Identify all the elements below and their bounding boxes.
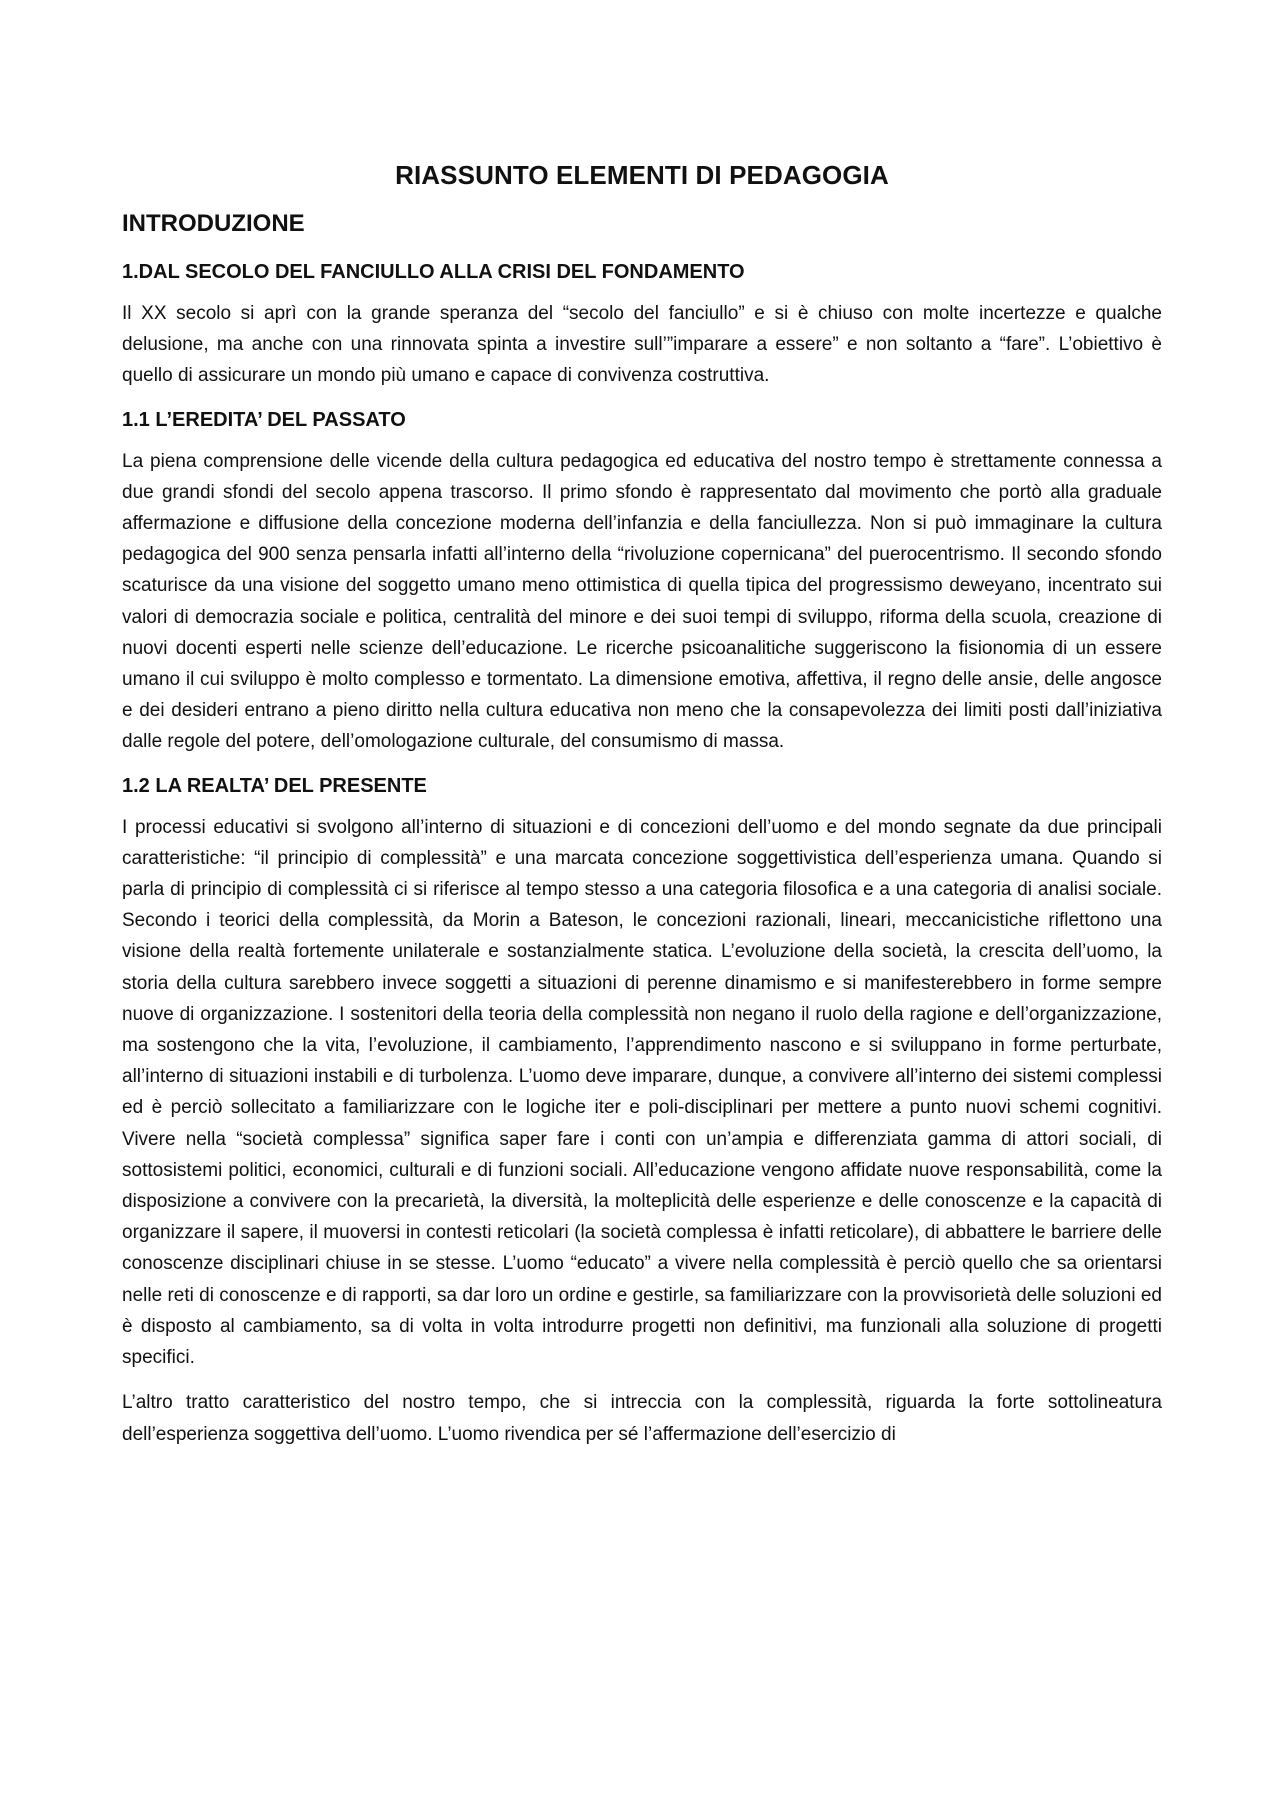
paragraph: I processi educativi si svolgono all’interno di situazioni e di concezioni dell’uomo e del mondo segnate da due principali caratteristiche: “il principio di complessità” e una marcata concezione soggettivistica dell’esperienza umana. Quando si parla di principio di complessità ci si riferisce al tempo stesso a una categoria filosofica e a una categoria di analisi sociale. Secondo i teorici della complessità, da Morin a Bateson, le concezioni razionali, lineari, meccanicistiche riflettono una visione della realtà fortemente unilaterale e sostanzialmente statica. L’evoluzione della società, la crescita dell’uomo, la storia della cultura sarebbero invece soggetti a situazioni di perenne dinamismo e si manifesterebbero in forme sempre nuove di organizzazione. I sostenitori della teoria della complessità non negano il ruolo della ragione e dell’organizzazione, ma sostengono che la vita, l’evoluzione, il cambiamento, l’apprendimento nascono e si sviluppano in forme perturbate, all’interno di situazioni instabili e di turbolenza. L’uomo deve imparare, dunque, a convivere all’interno dei sistemi complessi ed è perciò sollecitato a familiarizzare con le logiche iter e poli-disciplinari per mettere a punto nuovi schemi cognitivi. Vivere nella “società complessa” significa saper fare i conti con un’ampia e differenziata gamma di attori sociali, di sottosistemi politici, economici, culturali e di funzioni sociali. All’educazione vengono affidate nuove responsabilità, come la disposizione a convivere con la precarietà, la diversità, la molteplicità delle esperienze e delle conoscenze e la capacità di organizzare il sapere, il muoversi in contesti reticolari (la società complessa è infatti reticolare), di abbattere le barriere delle conoscenze disciplinari chiuse in se stesse. L’uomo “educato” a vivere nella complessità è perciò quello che sa orientarsi nelle reti di conoscenze e di rapporti, sa dar loro un ordine e gestirle, sa familiarizzare con la provvisorietà delle soluzioni ed è disposto al cambiamento, sa di volta in volta introdurre progetti non definitivi, ma funzionali alla soluzione di progetti specifici. <box>122 816 1162 1369</box>
section-heading-1-2: 1.2 LA REALTA’ DEL PRESENTE <box>122 774 427 797</box>
document-title: RIASSUNTO ELEMENTI DI PEDAGOGIA <box>395 160 889 190</box>
paragraph: L’altro tratto caratteristico del nostro tempo, che si intreccia con la complessità, riguarda la forte sottolineatura dell’esperienza soggettiva dell’uomo. L’uomo rivendica per sé l’affermazione dell’esercizio di <box>122 1392 1162 1445</box>
paragraph: La piena comprensione delle vicende della cultura pedagogica ed educativa del nostro tempo è strettamente connessa a due grandi sfondi del secolo appena trascorso. Il primo sfondo è rappresentato dal movimento che portò alla graduale affermazione e diffusione della concezione moderna dell’infanzia e della fanciullezza. Non si può immaginare la cultura pedagogica del 900 senza pensarla infatti all’interno della “rivoluzione copernicana” del puerocentrismo. Il secondo sfondo scaturisce da una visione del soggetto umano meno ottimistica di quella tipica del progressismo deweyano, incentrato sui valori di democrazia sociale e politica, centralità del minore e dei suoi tempi di sviluppo, riforma della scuola, creazione di nuovi docenti esperti nelle scienze dell’educazione. Le ricerche psicoanalitiche suggeriscono la fisionomia di un essere umano il cui sviluppo è molto complesso e tormentato. La dimensione emotiva, affettiva, il regno delle ansie, delle angosce e dei desideri entrano a pieno diritto nella cultura educativa non meno che la consapevolezza dei limiti posti dall’iniziativa dalle regole del potere, dell’omologazione culturale, del consumismo di massa. <box>122 450 1162 753</box>
paragraph: Il XX secolo si aprì con la grande speranza del “secolo del fanciullo” e si è chiuso con molte incertezze e qualche delusione, ma anche con una rinnovata spinta a investire sull’”imparare a essere” e non soltanto a “fare”. L’obiettivo è quello di assicurare un mondo più umano e capace di convivenza costruttiva. <box>122 303 1162 387</box>
document-body <box>122 158 1162 1450</box>
section-heading-1-1: 1.1 L’EREDITA’ DEL PASSATO <box>122 408 406 431</box>
section-heading-1: 1.DAL SECOLO DEL FANCIULLO ALLA CRISI DEL FONDAMENTO <box>122 261 745 283</box>
section-heading-introduzione: INTRODUZIONE <box>122 210 305 237</box>
